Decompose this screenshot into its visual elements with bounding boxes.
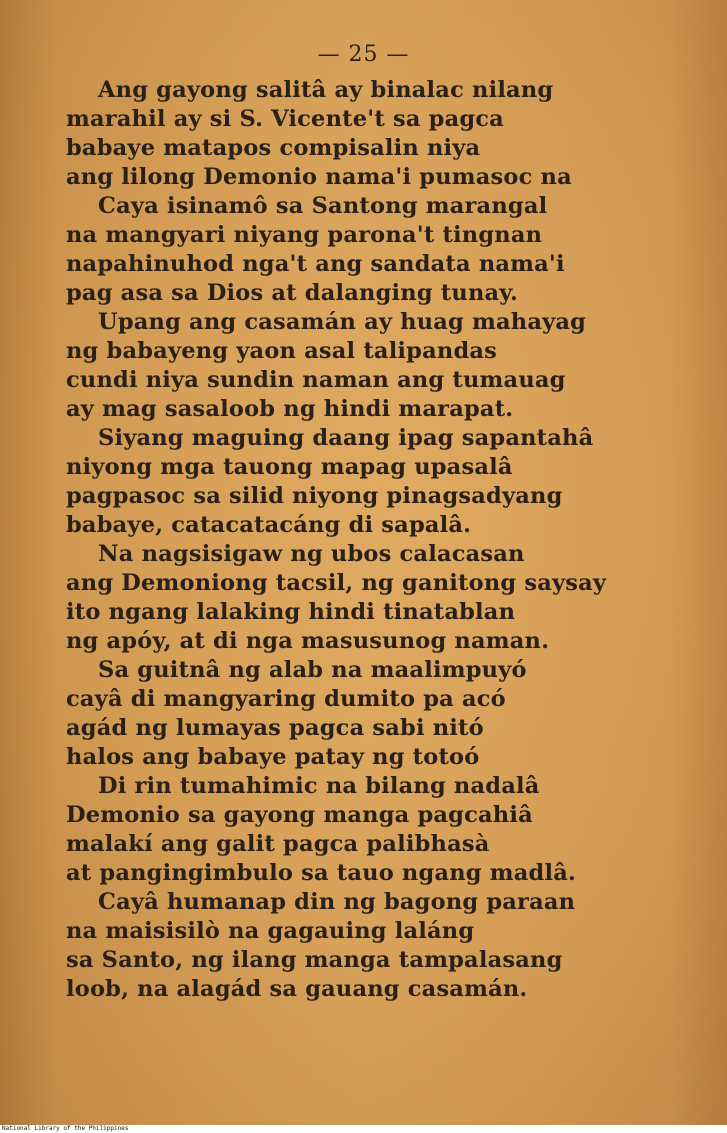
verse-line: niyong mga tauong mapag upasalâ bbox=[66, 454, 513, 480]
verse-line: agád ng lumayas pagca sabi nitó bbox=[66, 715, 484, 741]
verse-line: Sa guitnâ ng alab na maalimpuyó bbox=[98, 657, 527, 683]
verse-line: Caya isinamô sa Santong marangal bbox=[98, 193, 548, 219]
verse-line: ang Demoniong tacsil, ng ganitong saysay bbox=[66, 570, 607, 596]
stanza bbox=[66, 308, 666, 424]
stanza bbox=[66, 888, 666, 1004]
verse-line: ang lilong Demonio nama'i pumasoc na bbox=[66, 164, 572, 190]
verse-line: na maisisilò na gagauing laláng bbox=[66, 918, 475, 944]
verse-line: Cayâ humanap din ng bagong paraan bbox=[98, 889, 576, 915]
verse-line: at pangingimbulo sa tauo ngang madlâ. bbox=[66, 860, 577, 886]
verse-line: marahil ay si S. Vicente't sa pagca bbox=[66, 106, 504, 132]
stanza bbox=[66, 656, 666, 772]
verse-line: ito ngang lalaking hindi tinatablan bbox=[66, 599, 516, 625]
verse-line: Di rin tumahimic na bilang nadalâ bbox=[98, 773, 540, 799]
verse-line: ng babayeng yaon asal talipandas bbox=[66, 338, 498, 364]
page-number: — 25 — bbox=[317, 42, 410, 67]
verse-line: Na nagsisigaw ng ubos calacasan bbox=[98, 541, 525, 567]
verse-line: pagpasoc sa silid niyong pinagsadyang bbox=[66, 483, 563, 509]
verse-line: napahinuhod nga't ang sandata nama'i bbox=[66, 251, 565, 277]
verse-line: ay mag sasaloob ng hindi marapat. bbox=[66, 396, 514, 422]
footer-strip bbox=[0, 1125, 727, 1133]
stanza bbox=[66, 772, 666, 888]
verse-line: na mangyari niyang parona't tingnan bbox=[66, 222, 543, 248]
verse-line: malakí ang galit pagca palibhasà bbox=[66, 831, 490, 857]
verse-line: Siyang maguing daang ipag sapantahâ bbox=[98, 425, 594, 451]
stanza bbox=[66, 76, 666, 192]
stanza bbox=[66, 540, 666, 656]
stanza bbox=[66, 424, 666, 540]
poem-stanzas bbox=[66, 76, 666, 1004]
verse-line: babaye, catacatacáng di sapalâ. bbox=[66, 512, 472, 538]
verse-line: cundi niya sundin naman ang tumauag bbox=[66, 367, 566, 393]
verse-line: cayâ di mangyaring dumito pa acó bbox=[66, 686, 506, 712]
verse-line: Demonio sa gayong manga pagcahiâ bbox=[66, 802, 533, 828]
verse-line: Upang ang casamán ay huag mahayag bbox=[98, 309, 587, 335]
verse-line: halos ang babaye patay ng totoó bbox=[66, 744, 480, 770]
library-credit: National Library of the Philippines bbox=[2, 1125, 129, 1132]
verse-line: ng apóy, at di nga masusunog naman. bbox=[66, 628, 550, 654]
stanza bbox=[66, 192, 666, 308]
verse-line: sa Santo, ng ilang manga tampalasang bbox=[66, 947, 563, 973]
verse-line: pag asa sa Dios at dalanging tunay. bbox=[66, 280, 519, 306]
verse-line: babaye matapos compisalin niya bbox=[66, 135, 481, 161]
verse-line: Ang gayong salitâ ay binalac nilang bbox=[98, 77, 554, 103]
verse-line: loob, na alagád sa gauang casamán. bbox=[66, 976, 528, 1002]
